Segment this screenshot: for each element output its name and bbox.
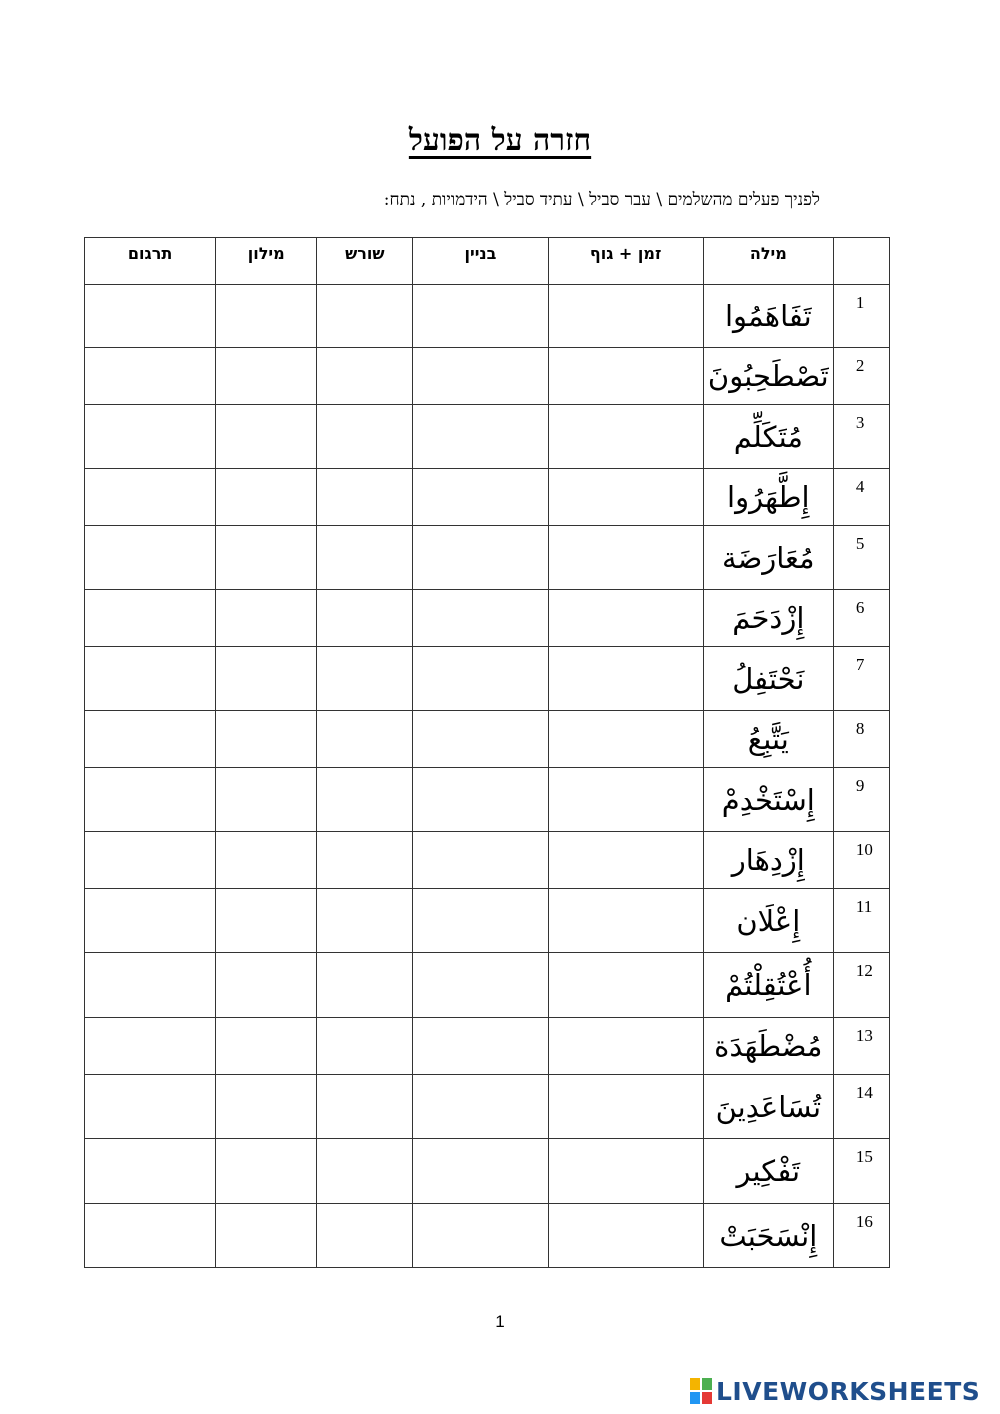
page-number: 1 <box>495 1312 505 1331</box>
header-root: שורש <box>317 238 413 285</box>
binyan-cell[interactable] <box>413 832 548 889</box>
dictionary-cell[interactable] <box>216 348 317 405</box>
translation-cell[interactable] <box>85 953 216 1018</box>
root-cell[interactable] <box>317 1204 413 1268</box>
arabic-word: إِطَّهَرُوا <box>703 469 833 526</box>
arabic-word: تَفَاهَمُوا <box>703 285 833 348</box>
translation-cell[interactable] <box>85 348 216 405</box>
page-title: חזרה על הפועל <box>408 123 592 158</box>
binyan-cell[interactable] <box>413 1018 548 1075</box>
arabic-word: إِزْدَحَمَ <box>703 590 833 647</box>
row-number: 3 <box>833 405 889 469</box>
row-number: 12 <box>833 953 889 1018</box>
translation-cell[interactable] <box>85 526 216 590</box>
translation-cell[interactable] <box>85 647 216 711</box>
root-cell[interactable] <box>317 768 413 832</box>
dictionary-cell[interactable] <box>216 768 317 832</box>
header-dictionary: מילון <box>216 238 317 285</box>
table-row <box>85 647 890 711</box>
translation-cell[interactable] <box>85 1075 216 1139</box>
root-cell[interactable] <box>317 647 413 711</box>
instructions-text: לפניך פעלים מהשלמים \ עבר סביל \ עתיד סביל \ הידמויות , נתח: <box>383 190 820 210</box>
table-row <box>85 1139 890 1204</box>
table-row <box>85 832 890 889</box>
tense-person-cell[interactable] <box>548 1139 703 1204</box>
row-number: 7 <box>833 647 889 711</box>
header-row <box>85 238 890 285</box>
binyan-cell[interactable] <box>413 953 548 1018</box>
tense-person-cell[interactable] <box>548 889 703 953</box>
translation-cell[interactable] <box>85 832 216 889</box>
root-cell[interactable] <box>317 348 413 405</box>
logo-icon <box>690 1378 712 1404</box>
dictionary-cell[interactable] <box>216 953 317 1018</box>
header-word: מילה <box>703 238 833 285</box>
binyan-cell[interactable] <box>413 469 548 526</box>
row-number: 2 <box>833 348 889 405</box>
table-row <box>85 526 890 590</box>
arabic-word: يَتَّبِعُ <box>703 711 833 768</box>
row-number: 6 <box>833 590 889 647</box>
tense-person-cell[interactable] <box>548 1075 703 1139</box>
table-row <box>85 285 890 348</box>
tense-person-cell[interactable] <box>548 1018 703 1075</box>
binyan-cell[interactable] <box>413 590 548 647</box>
root-cell[interactable] <box>317 889 413 953</box>
translation-cell[interactable] <box>85 889 216 953</box>
binyan-cell[interactable] <box>413 1204 548 1268</box>
arabic-word: نَحْتَفِلُ <box>703 647 833 711</box>
row-number: 1 <box>833 285 889 348</box>
dictionary-cell[interactable] <box>216 1018 317 1075</box>
row-number: 10 <box>833 832 889 889</box>
table-row <box>85 1018 890 1075</box>
table-row <box>85 469 890 526</box>
logo-text: LIVEWORKSHEETS <box>716 1376 981 1406</box>
root-cell[interactable] <box>317 526 413 590</box>
binyan-cell[interactable] <box>413 405 548 469</box>
header-binyan: בניין <box>413 238 548 285</box>
header-tense-person: זמן + גוף <box>548 238 703 285</box>
tense-person-cell[interactable] <box>548 469 703 526</box>
dictionary-cell[interactable] <box>216 711 317 768</box>
arabic-word: مُتَكَلِّم <box>703 405 833 469</box>
table-row <box>85 889 890 953</box>
row-number: 15 <box>833 1139 889 1204</box>
translation-cell[interactable] <box>85 405 216 469</box>
root-cell[interactable] <box>317 1018 413 1075</box>
dictionary-cell[interactable] <box>216 526 317 590</box>
translation-cell[interactable] <box>85 590 216 647</box>
worksheet-table <box>84 237 890 1268</box>
dictionary-cell[interactable] <box>216 285 317 348</box>
arabic-word: إِعْلَان <box>703 889 833 953</box>
row-number: 9 <box>833 768 889 832</box>
dictionary-cell[interactable] <box>216 1204 317 1268</box>
root-cell[interactable] <box>317 953 413 1018</box>
liveworksheets-logo <box>690 1375 980 1407</box>
translation-cell[interactable] <box>85 1139 216 1204</box>
translation-cell[interactable] <box>85 285 216 348</box>
row-number: 11 <box>833 889 889 953</box>
dictionary-cell[interactable] <box>216 469 317 526</box>
binyan-cell[interactable] <box>413 768 548 832</box>
row-number: 16 <box>833 1204 889 1268</box>
dictionary-cell[interactable] <box>216 647 317 711</box>
table-row <box>85 953 890 1018</box>
root-cell[interactable] <box>317 832 413 889</box>
root-cell[interactable] <box>317 711 413 768</box>
translation-cell[interactable] <box>85 469 216 526</box>
arabic-word: تَفْكِير <box>703 1139 833 1204</box>
binyan-cell[interactable] <box>413 348 548 405</box>
dictionary-cell[interactable] <box>216 405 317 469</box>
root-cell[interactable] <box>317 1075 413 1139</box>
root-cell[interactable] <box>317 405 413 469</box>
root-cell[interactable] <box>317 590 413 647</box>
root-cell[interactable] <box>317 469 413 526</box>
arabic-word: مُضْطَهَدَة <box>703 1018 833 1075</box>
binyan-cell[interactable] <box>413 889 548 953</box>
tense-person-cell[interactable] <box>548 647 703 711</box>
table-row <box>85 711 890 768</box>
tense-person-cell[interactable] <box>548 711 703 768</box>
tense-person-cell[interactable] <box>548 1204 703 1268</box>
arabic-word: أُعْتُقِلْتُمْ <box>703 953 833 1018</box>
root-cell[interactable] <box>317 285 413 348</box>
binyan-cell[interactable] <box>413 285 548 348</box>
arabic-word: إِنْسَحَبَتْ <box>703 1204 833 1268</box>
tense-person-cell[interactable] <box>548 526 703 590</box>
arabic-word: تَصْطَحِبُونَ <box>703 348 833 405</box>
table-row <box>85 768 890 832</box>
dictionary-cell[interactable] <box>216 590 317 647</box>
row-number: 8 <box>833 711 889 768</box>
row-number: 14 <box>833 1075 889 1139</box>
arabic-word: إِزْدِهَار <box>703 832 833 889</box>
tense-person-cell[interactable] <box>548 405 703 469</box>
row-number: 5 <box>833 526 889 590</box>
tense-person-cell[interactable] <box>548 832 703 889</box>
table-row <box>85 348 890 405</box>
translation-cell[interactable] <box>85 1204 216 1268</box>
root-cell[interactable] <box>317 1139 413 1204</box>
row-number: 13 <box>833 1018 889 1075</box>
table-row <box>85 405 890 469</box>
binyan-cell[interactable] <box>413 1139 548 1204</box>
header-translation: תרגום <box>85 238 216 285</box>
dictionary-cell[interactable] <box>216 1139 317 1204</box>
translation-cell[interactable] <box>85 1018 216 1075</box>
tense-person-cell[interactable] <box>548 285 703 348</box>
binyan-cell[interactable] <box>413 1075 548 1139</box>
table-row <box>85 590 890 647</box>
dictionary-cell[interactable] <box>216 1075 317 1139</box>
dictionary-cell[interactable] <box>216 832 317 889</box>
table-row <box>85 1204 890 1268</box>
binyan-cell[interactable] <box>413 647 548 711</box>
tense-person-cell[interactable] <box>548 953 703 1018</box>
arabic-word: مُعَارَضَة <box>703 526 833 590</box>
arabic-word: إِسْتَخْدِمْ <box>703 768 833 832</box>
binyan-cell[interactable] <box>413 526 548 590</box>
translation-cell[interactable] <box>85 711 216 768</box>
tense-person-cell[interactable] <box>548 768 703 832</box>
header-number <box>833 238 889 285</box>
translation-cell[interactable] <box>85 768 216 832</box>
table-row <box>85 1075 890 1139</box>
tense-person-cell[interactable] <box>548 590 703 647</box>
arabic-word: تُسَاعَدِينَ <box>703 1075 833 1139</box>
row-number: 4 <box>833 469 889 526</box>
dictionary-cell[interactable] <box>216 889 317 953</box>
tense-person-cell[interactable] <box>548 348 703 405</box>
binyan-cell[interactable] <box>413 711 548 768</box>
